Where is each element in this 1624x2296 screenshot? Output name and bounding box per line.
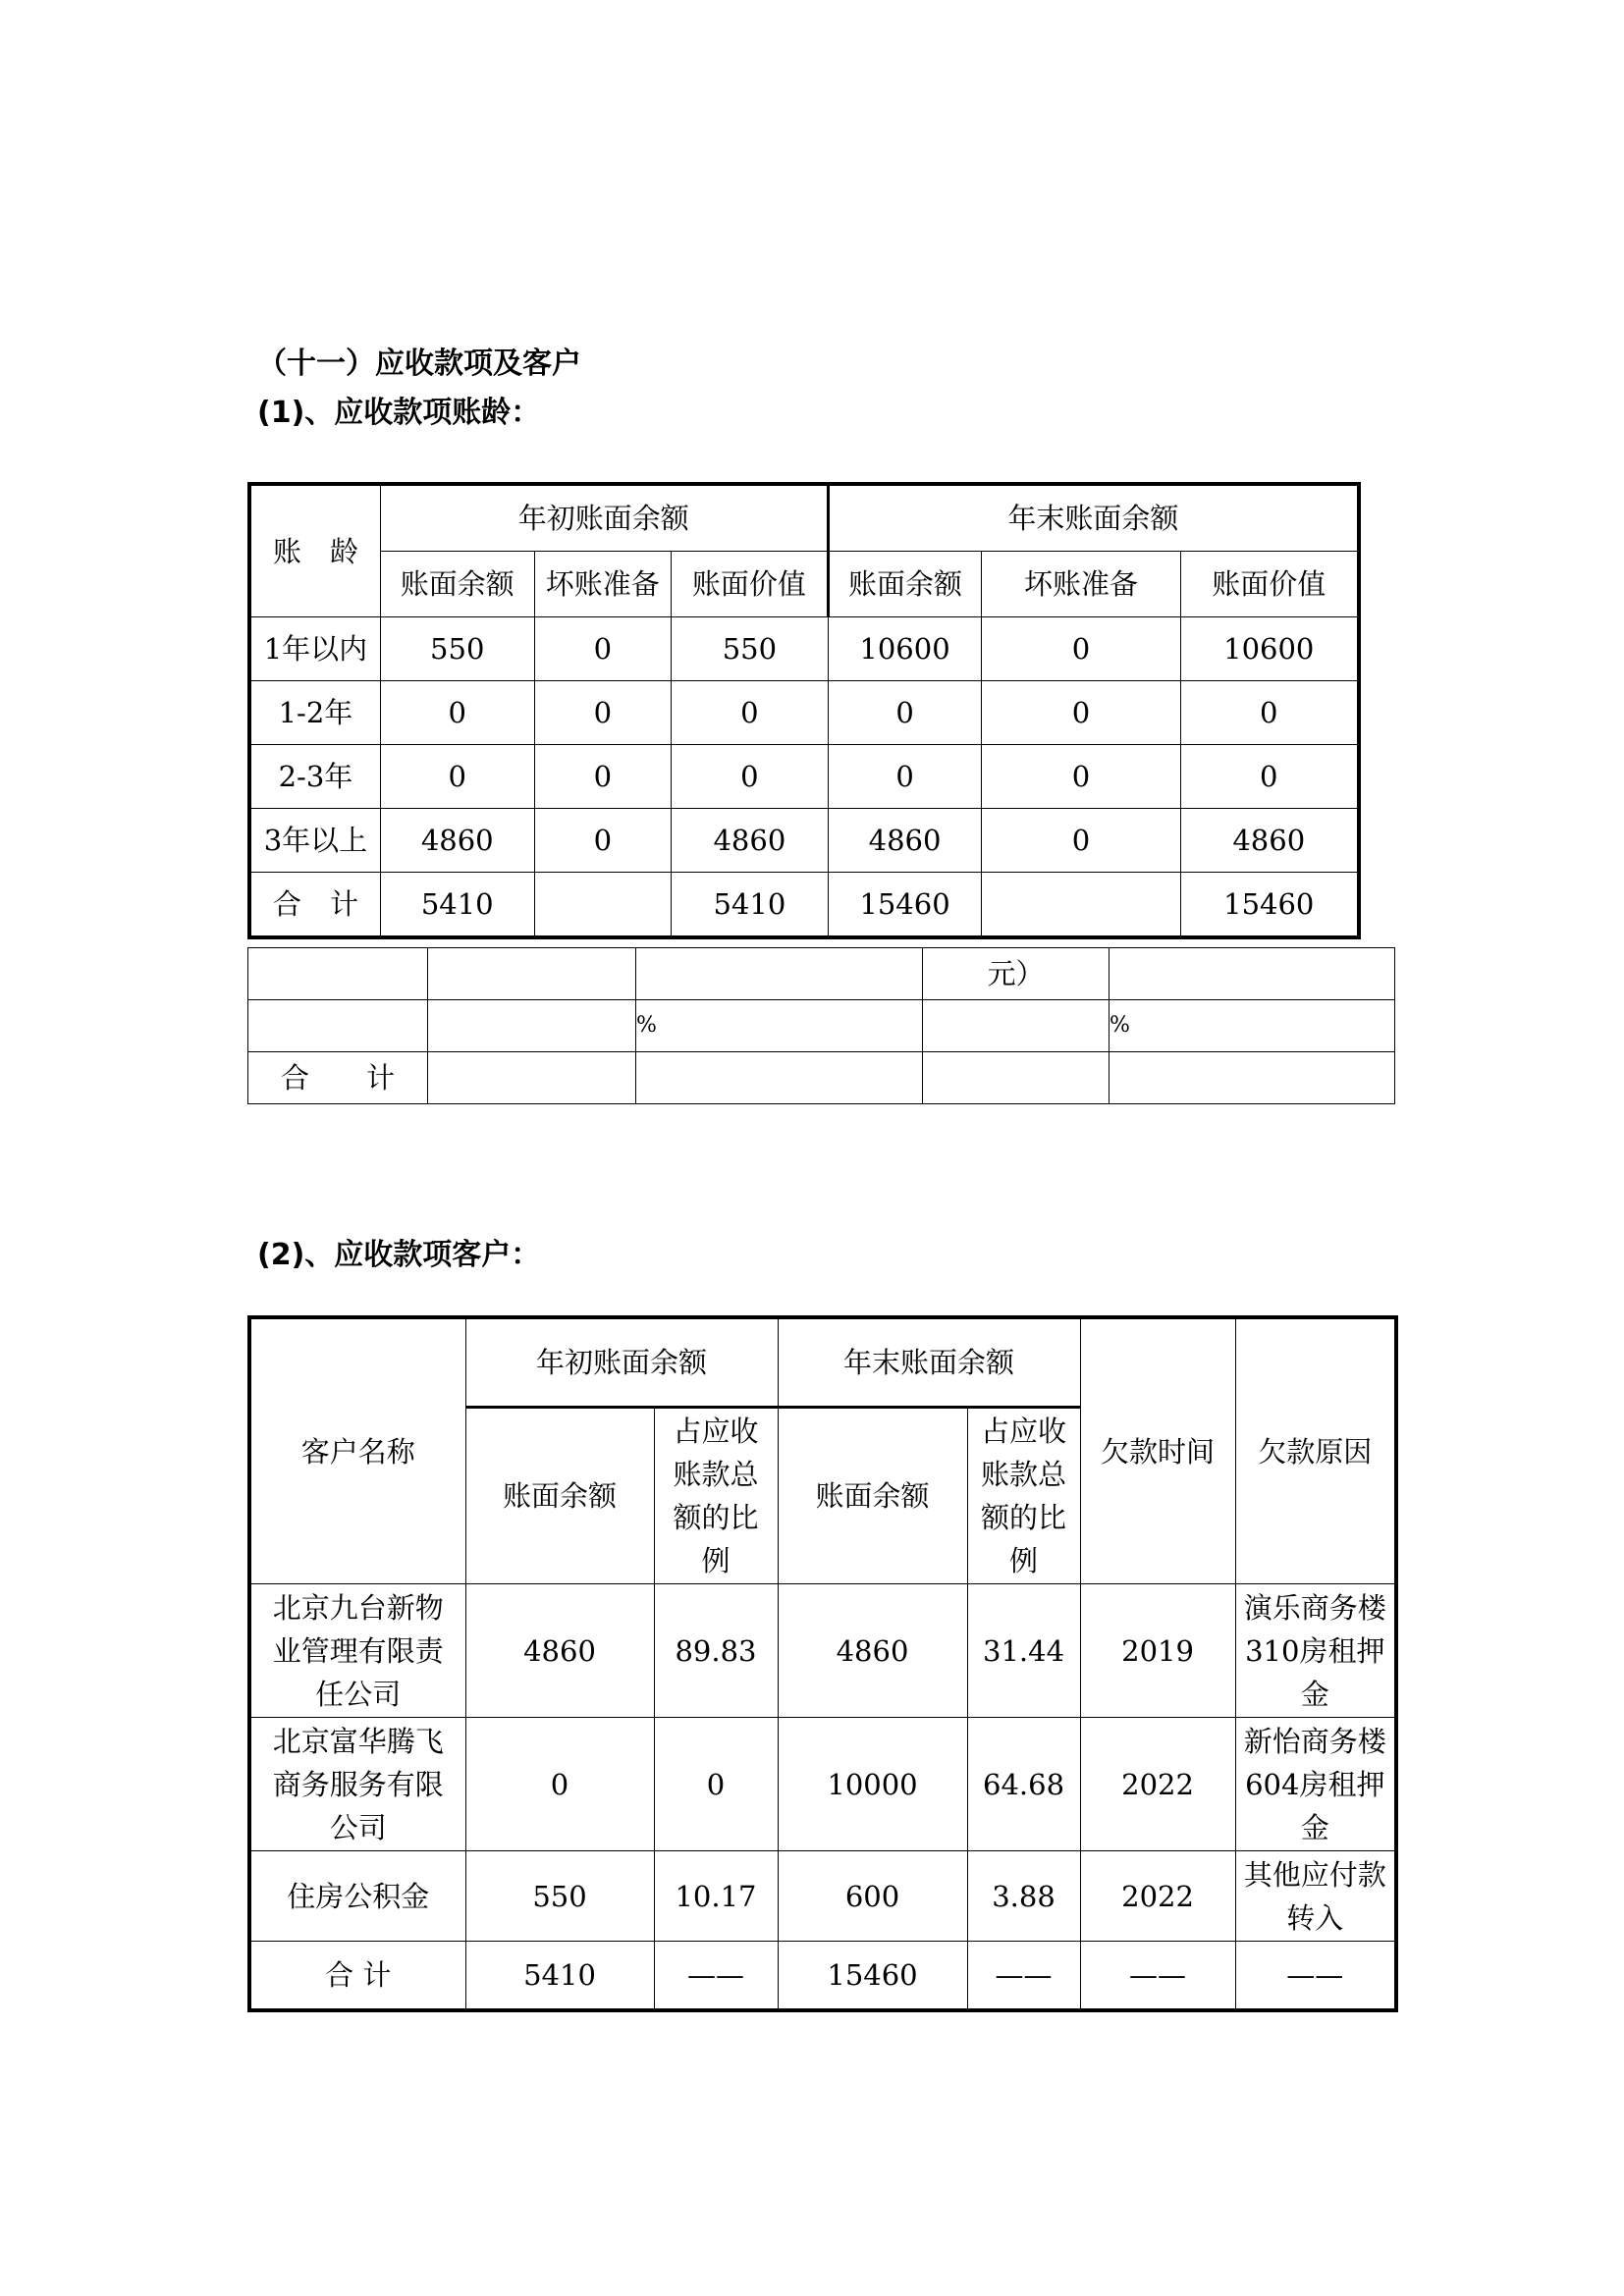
table-cell: —— [1235,1942,1396,2010]
table-cell [248,948,428,1000]
table-cell: —— [1080,1942,1235,2010]
table-cell [636,1052,923,1104]
table-cell: 3.88 [967,1851,1080,1942]
table-cell [248,1000,428,1052]
table-cell: 10.17 [654,1851,778,1942]
table-cell [923,1052,1110,1104]
aging-table [247,482,1361,939]
table-cell: 5410 [465,1942,654,2010]
total-label: 合 计 [249,1942,465,2010]
row-label: 1-2年 [249,681,380,745]
table-cell: 0 [982,809,1180,873]
table-cell: —— [654,1942,778,2010]
table-cell [923,1000,1110,1052]
table-cell: 0 [534,745,671,809]
table-cell: 0 [1180,745,1359,809]
table-cell: 10000 [778,1718,967,1851]
total-row [249,873,1359,938]
table-cell: 0 [672,745,829,809]
subheader: 坏账准备 [534,552,671,617]
total-row [249,1942,1396,2010]
table-row [249,1584,1396,1718]
table-cell: 0 [534,809,671,873]
table-cell: 元） [923,948,1110,1000]
customer-name: 住房公积金 [249,1851,465,1942]
table-cell: 64.68 [967,1718,1080,1851]
debt-reason: 新怡商务楼604房租押金 [1235,1718,1396,1851]
table-cell: 0 [982,617,1180,681]
subheader: 占应收账款总额的比例 [654,1408,778,1584]
section-title: （十一）应收款项及客户 [257,347,581,381]
customer-name-header: 客户名称 [249,1317,465,1584]
table-cell: 0 [982,745,1180,809]
row-label: 合 计 [249,873,380,938]
debt-reason-header: 欠款原因 [1235,1317,1396,1584]
table-cell: 550 [380,617,534,681]
aging-subtitle: (1)、应收款项账龄： [257,396,541,430]
total-label: 合 计 [248,1052,428,1104]
table-cell: 15460 [828,873,982,938]
aging-header: 账 龄 [249,484,380,617]
row-label: 3年以上 [249,809,380,873]
table-row [249,617,1359,681]
table-cell: 5410 [672,873,829,938]
table-cell: 10600 [828,617,982,681]
subheader: 账面价值 [672,552,829,617]
table-cell [428,1052,636,1104]
row-label: 2-3年 [249,745,380,809]
table-cell: 0 [380,681,534,745]
table-row [249,1851,1396,1942]
table-cell [1110,948,1395,1000]
table-cell: 15460 [1180,873,1359,938]
table-row [249,1718,1396,1851]
table-cell: 600 [778,1851,967,1942]
table-cell: 550 [465,1851,654,1942]
table-cell: 4860 [380,809,534,873]
table-cell: 2019 [1080,1584,1235,1718]
customer-name: 北京九台新物业管理有限责任公司 [249,1584,465,1718]
table-cell: 4860 [1180,809,1359,873]
percent-cell: % [1110,1000,1395,1052]
table-cell: 5410 [380,873,534,938]
table-cell [534,873,671,938]
table-row [249,745,1359,809]
table-row [249,809,1359,873]
table-cell: 0 [828,681,982,745]
table-cell: 0 [534,617,671,681]
table-cell: 31.44 [967,1584,1080,1718]
table-cell: —— [967,1942,1080,2010]
table-cell [982,873,1180,938]
table-cell: 0 [534,681,671,745]
begin-balance-header: 年初账面余额 [380,484,828,552]
subheader: 账面余额 [380,552,534,617]
table-cell: 0 [654,1718,778,1851]
table-cell: 10600 [1180,617,1359,681]
table-cell: 0 [828,745,982,809]
end-balance-header: 年末账面余额 [828,484,1359,552]
customer-name: 北京富华腾飞商务服务有限公司 [249,1718,465,1851]
customer-table [247,1315,1398,2012]
table-cell: 89.83 [654,1584,778,1718]
begin-balance-header: 年初账面余额 [465,1317,778,1408]
table-row [249,681,1359,745]
table-cell: 4860 [672,809,829,873]
subheader: 账面余额 [828,552,982,617]
table-cell: 15460 [778,1942,967,2010]
debt-reason: 其他应付款转入 [1235,1851,1396,1942]
table-cell: 4860 [828,809,982,873]
table-cell: 0 [982,681,1180,745]
table-cell: 4860 [778,1584,967,1718]
subheader: 账面余额 [465,1408,654,1584]
end-balance-header: 年末账面余额 [778,1317,1080,1408]
table-cell: 2022 [1080,1718,1235,1851]
debt-reason: 演乐商务楼310房租押金 [1235,1584,1396,1718]
table-cell: 0 [380,745,534,809]
residual-table [247,947,1395,1104]
table-cell: 0 [1180,681,1359,745]
table-cell: 0 [465,1718,654,1851]
subheader: 占应收账款总额的比例 [967,1408,1080,1584]
table-cell [1110,1052,1395,1104]
subheader: 坏账准备 [982,552,1180,617]
table-cell [636,948,923,1000]
percent-cell: % [636,1000,923,1052]
customer-subtitle: (2)、应收款项客户： [257,1238,541,1272]
table-cell: 550 [672,617,829,681]
table-cell: 2022 [1080,1851,1235,1942]
table-cell: 0 [672,681,829,745]
debt-time-header: 欠款时间 [1080,1317,1235,1584]
table-cell: 4860 [465,1584,654,1718]
table-cell [428,1000,636,1052]
row-label: 1年以内 [249,617,380,681]
table-cell [428,948,636,1000]
subheader: 账面余额 [778,1408,967,1584]
subheader: 账面价值 [1180,552,1359,617]
